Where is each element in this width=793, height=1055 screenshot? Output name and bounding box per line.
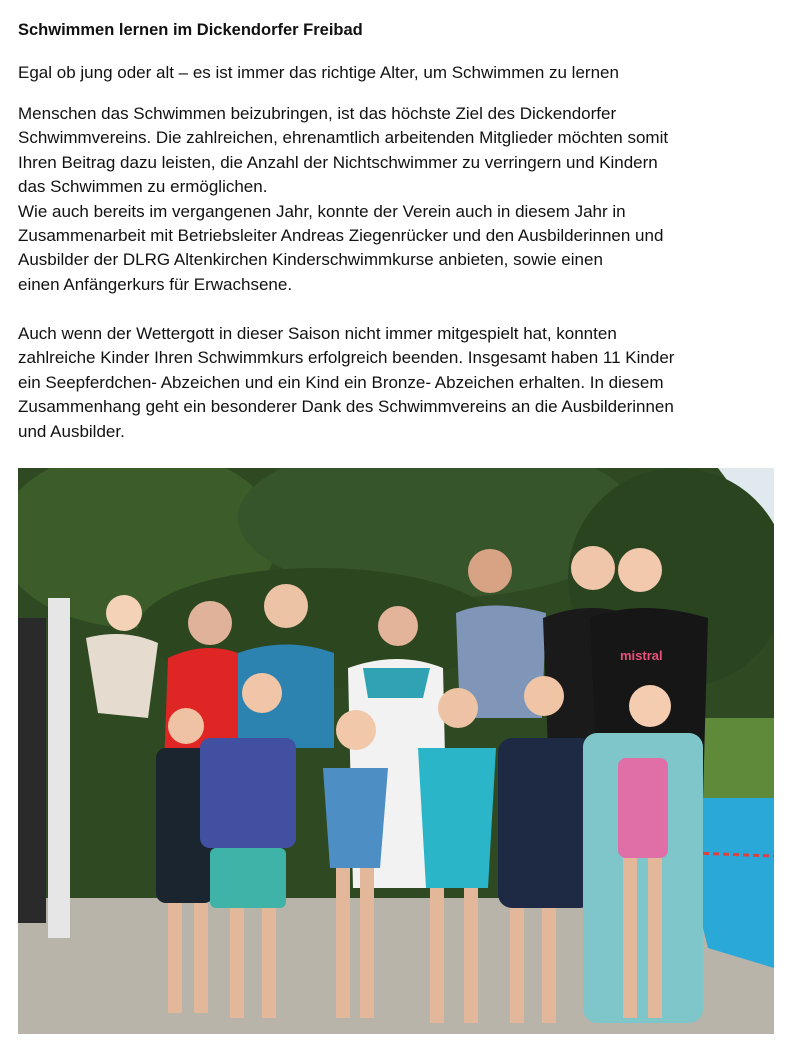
shirt-print: mistral: [620, 648, 663, 663]
text-line: ein Seepferdchen- Abzeichen und ein Kind ein Bronze- Abzeichen erhalten. In diesem: [18, 372, 664, 392]
article-title: Schwimmen lernen im Dickendorfer Freibad: [18, 21, 363, 39]
text-line: zahlreiche Kinder Ihren Schwimmkurs erfolgreich beenden. Insgesamt haben 11 Kinder: [18, 348, 675, 368]
paragraph-2: [18, 322, 674, 444]
group-photo: [18, 468, 774, 1034]
shed: [18, 618, 46, 923]
text-line: Schwimmvereins. Die zahlreichen, ehrenamtlich arbeitenden Mitglieder möchten somit: [18, 128, 669, 148]
text-line: und Ausbilder.: [18, 421, 125, 441]
text-line: Ausbilder der DLRG Altenkirchen Kinderschwimmkurse anbieten, sowie einen: [18, 250, 603, 270]
white-post: [48, 598, 70, 938]
text-line: Auch wenn der Wettergott in dieser Saison nicht immer mitgespielt hat, konnten: [18, 324, 617, 343]
text-line: Ihren Beitrag dazu leisten, die Anzahl der Nichtschwimmer zu verringern und Kindern: [18, 152, 658, 172]
text-line: Zusammenhang geht ein besonderer Dank des Schwimmvereins an die Ausbilderinnen: [18, 397, 674, 417]
text-line: Wie auch bereits im vergangenen Jahr, konnte der Verein auch in diesem Jahr in: [18, 201, 626, 221]
text-line: einen Anfängerkurs für Erwachsene.: [18, 274, 293, 294]
group-photo-illustration: [18, 468, 774, 1034]
paragraph-1: [18, 102, 668, 297]
text-line: Menschen das Schwimmen beizubringen, ist das höchste Ziel des Dickendorfer: [18, 104, 617, 123]
article-subtitle: Egal ob jung oder alt – es ist immer das richtige Alter, um Schwimmen zu lernen: [18, 63, 619, 82]
text-line: Zusammenarbeit mit Betriebsleiter Andreas Ziegenrücker und den Ausbilderinnen und: [18, 226, 664, 246]
text-line: das Schwimmen zu ermöglichen.: [18, 177, 268, 197]
